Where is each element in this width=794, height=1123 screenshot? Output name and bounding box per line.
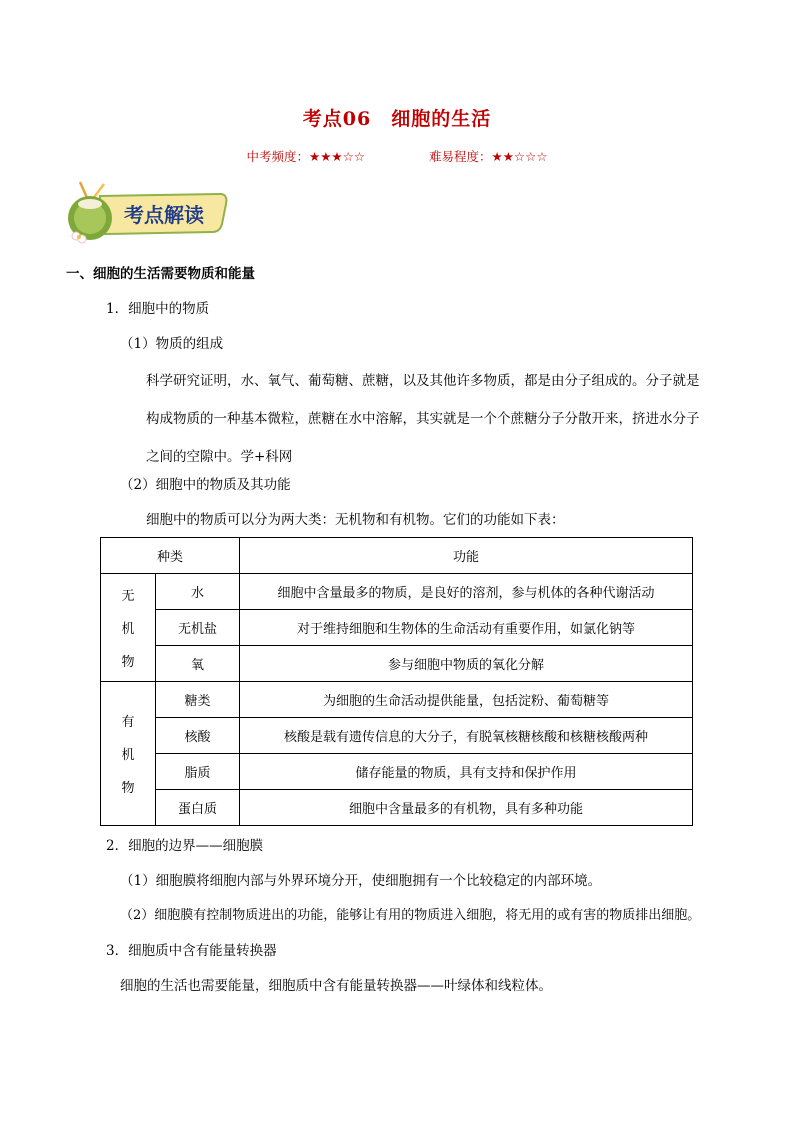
subsection-3-title: 3．细胞质中含有能量转换器 xyxy=(106,943,277,959)
paragraph-line: 科学研究证明，水、氧气、葡萄糖、蔗糖，以及其他许多物质，都是由分子组成的。分子就是 xyxy=(146,373,700,389)
subsection-3-line-1: 细胞的生活也需要能量，细胞质中含有能量转换器——叶绿体和线粒体。 xyxy=(120,978,552,994)
substance-function: 细胞中含量最多的有机物，具有多种功能 xyxy=(240,790,693,826)
item-1-title: （1）物质的组成 xyxy=(120,336,224,352)
subsection-2-line-2: （2）细胞膜有控制物质进出的功能，能够让有用的物质进入细胞，将无用的或有害的物质排出细胞。 xyxy=(120,908,701,923)
table-header-row xyxy=(101,538,693,574)
meta-line xyxy=(0,147,794,165)
substance-function: 参与细胞中物质的氧化分解 xyxy=(240,646,693,682)
section-badge xyxy=(62,180,232,244)
frequency-stars: ★★★☆☆ xyxy=(308,149,366,164)
substance-name: 蛋白质 xyxy=(156,790,240,826)
substance-function: 为细胞的生命活动提供能量，包括淀粉、葡萄糖等 xyxy=(240,682,693,718)
paragraph-line: 构成物质的一种基本微粒，蔗糖在水中溶解，其实就是一个个蔗糖分子分散开来，挤进水分子 xyxy=(146,411,700,427)
header-type: 种类 xyxy=(101,538,240,574)
substance-name: 水 xyxy=(156,574,240,610)
table-row xyxy=(101,754,693,790)
page-title: 考点06 细胞的生活 xyxy=(302,108,492,130)
group-inorganic xyxy=(101,574,156,682)
substance-name: 核酸 xyxy=(156,718,240,754)
badge-text: 考点解读 xyxy=(124,203,204,227)
subsection-2-title: 2．细胞的边界——细胞膜 xyxy=(106,838,264,854)
paragraph-line: 之间的空隙中。学+科网 xyxy=(146,449,293,465)
table-row xyxy=(101,610,693,646)
group-char: 机 xyxy=(121,748,135,763)
group-organic xyxy=(101,682,156,826)
table-row xyxy=(101,790,693,826)
substance-name: 糖类 xyxy=(156,682,240,718)
substance-function: 储存能量的物质，具有支持和保护作用 xyxy=(240,754,693,790)
subsection-2-line-1: （1）细胞膜将细胞内部与外界环境分开，使细胞拥有一个比较稳定的内部环境。 xyxy=(120,873,602,889)
coconut-icon xyxy=(62,180,232,244)
group-char: 机 xyxy=(121,622,135,637)
substance-function: 细胞中含量最多的物质，是良好的溶剂，参与机体的各种代谢活动 xyxy=(240,574,693,610)
header-function: 功能 xyxy=(240,538,693,574)
subsection-1-title: 1．细胞中的物质 xyxy=(106,301,210,317)
section-heading: 一、细胞的生活需要物质和能量 xyxy=(66,266,255,282)
table-row xyxy=(101,718,693,754)
substance-function: 核酸是载有遗传信息的大分子，有脱氧核糖核酸和核糖核酸两种 xyxy=(240,718,693,754)
substance-name: 氧 xyxy=(156,646,240,682)
table-row xyxy=(101,646,693,682)
difficulty-stars: ★★☆☆☆ xyxy=(491,149,548,164)
difficulty-label: 难易程度： xyxy=(428,149,492,164)
substance-function: 对于维持细胞和生物体的生命活动有重要作用，如氯化钠等 xyxy=(240,610,693,646)
table-row xyxy=(101,682,693,718)
group-char: 物 xyxy=(121,655,135,670)
substance-table xyxy=(100,537,693,826)
item-2-title: （2）细胞中的物质及其功能 xyxy=(120,477,291,493)
item-2-intro: 细胞中的物质可以分为两大类：无机物和有机物。它们的功能如下表： xyxy=(146,512,565,528)
item-1-paragraph xyxy=(146,368,736,470)
group-char: 无 xyxy=(121,589,135,604)
substance-name: 无机盐 xyxy=(156,610,240,646)
frequency-label: 中考频度： xyxy=(246,149,309,164)
group-char: 有 xyxy=(121,715,135,730)
group-char: 物 xyxy=(121,781,135,796)
table-row xyxy=(101,574,693,610)
substance-name: 脂质 xyxy=(156,754,240,790)
